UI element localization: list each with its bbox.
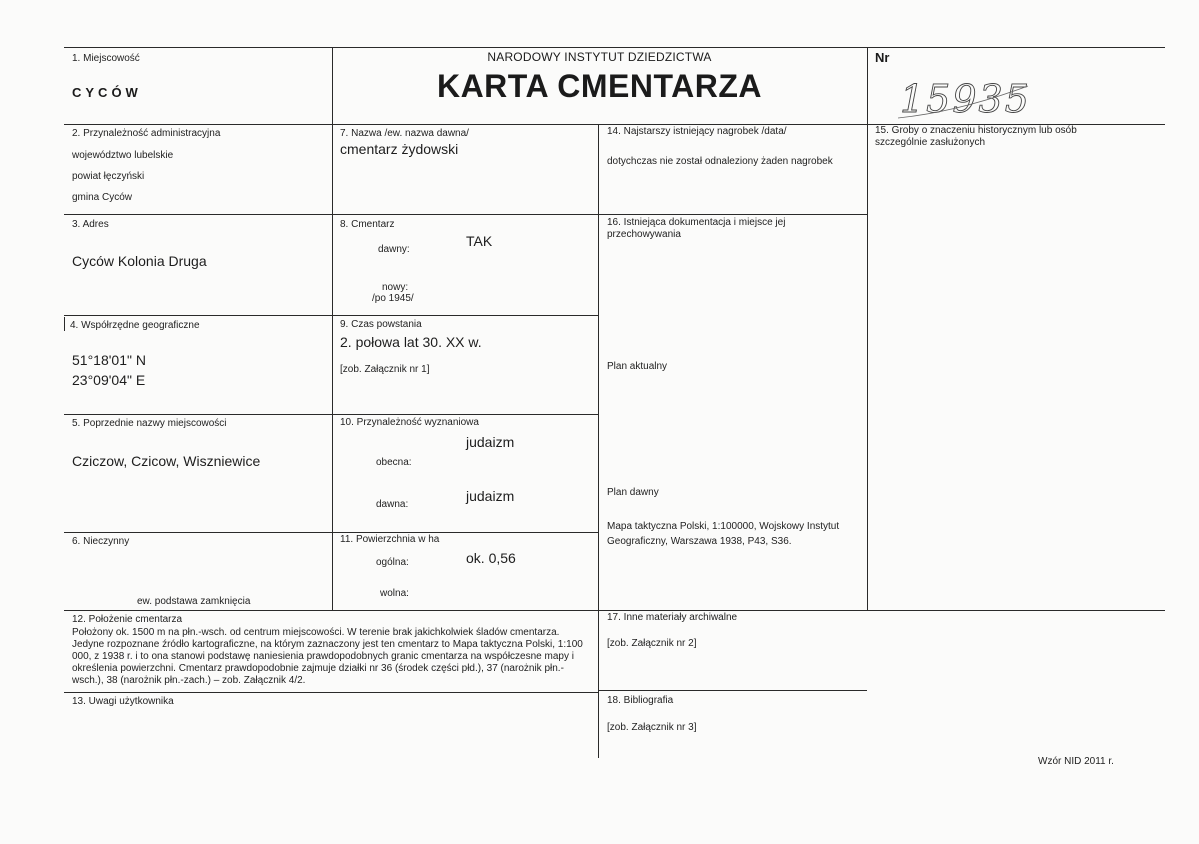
current-label: obecna: bbox=[376, 457, 412, 468]
commune: gmina Cyców bbox=[72, 192, 133, 203]
handwritten-number bbox=[898, 76, 1038, 127]
row-line-b bbox=[64, 315, 598, 316]
row-line-f bbox=[64, 692, 598, 693]
f6-label: 6. Nieczynny bbox=[72, 536, 130, 547]
page-title: KARTA CMENTARZA bbox=[436, 68, 763, 104]
f7-label: 7. Nazwa /ew. nazwa dawna/ bbox=[340, 128, 469, 139]
f14-label: 14. Najstarszy istniejący nagrobek /data/ bbox=[607, 126, 787, 137]
oldest-gravestone: dotychczas nie został odnaleziony żaden nagrobek bbox=[607, 156, 833, 167]
f11-label: 11. Powierzchnia w ha bbox=[340, 534, 440, 545]
total-area-value: ok. 0,56 bbox=[466, 550, 516, 566]
row-line-col3-a bbox=[598, 214, 867, 215]
town-name: CYCÓW bbox=[72, 85, 142, 100]
f12-label: 12. Położenie cmentarza bbox=[72, 614, 183, 625]
row-line-c bbox=[64, 414, 598, 415]
old-value: TAK bbox=[466, 233, 493, 249]
template-version: Wzór NID 2011 r. bbox=[1038, 756, 1114, 767]
new-label: nowy: bbox=[382, 282, 409, 293]
plan-former: Plan dawny bbox=[607, 487, 659, 498]
current-religion: judaizm bbox=[466, 434, 515, 450]
row-line-col2-a bbox=[332, 214, 598, 215]
f10-label: 10. Przynależność wyznaniowa bbox=[340, 417, 479, 428]
f4-label: 4. Współrzędne geograficzne bbox=[70, 320, 200, 331]
location-description: Położony ok. 1500 m na płn.-wsch. od centrum miejscowości. W terenie brak jakichkolwiek śladów cmentarza. Jedyne rozpoznane źródło kartograficzne, na którym zaznaczony jest ten cmentarz to Mapa taktyczna Polski, 1:100 000, z 1938 r. i to ona stanowi podstawę naniesienia prawdopodobnych granic cmentarza na współczesne mapy i określenia powierzchni. Cmentarz prawdopodobnie zajmuje działki nr 36 (środek części płd.), 37 (narożnik płn.-wsch.), 38 (narożnik płn.-zach.) – zob. Załącznik 4/2. bbox=[72, 627, 583, 686]
former-label: dawna: bbox=[376, 499, 409, 510]
f8-label: 8. Cmentarz bbox=[340, 219, 395, 230]
col-line-3 bbox=[867, 47, 868, 610]
f18-label: 18. Bibliografia bbox=[607, 695, 674, 706]
nr-label: Nr bbox=[875, 50, 890, 65]
founding-time: 2. połowa lat 30. XX w. bbox=[340, 334, 482, 350]
former-names: Cziczow, Czicow, Wiszniewice bbox=[72, 453, 261, 469]
col-line-2 bbox=[598, 124, 599, 758]
row-line-col1-a bbox=[64, 214, 332, 215]
row-line-g bbox=[598, 690, 867, 691]
map-source-2: Geograficzny, Warszawa 1938, P43, S36. bbox=[607, 536, 792, 547]
plan-current: Plan aktualny bbox=[607, 361, 668, 372]
free-area-label: wolna: bbox=[380, 588, 409, 599]
f9-note: [zob. Załącznik nr 1] bbox=[340, 364, 430, 375]
f1-label: 1. Miejscowość bbox=[72, 53, 140, 64]
row-line-e bbox=[64, 610, 1165, 611]
top-border bbox=[64, 47, 1165, 48]
total-area-label: ogólna: bbox=[376, 557, 409, 568]
new-sub: /po 1945/ bbox=[372, 293, 414, 304]
f18-note: [zob. Załącznik nr 3] bbox=[607, 722, 697, 733]
f16-label-1: 16. Istniejąca dokumentacja i miejsce jej bbox=[607, 217, 786, 228]
longitude: 23°09'04" E bbox=[72, 372, 146, 388]
row-line-d bbox=[64, 532, 598, 533]
old-label: dawny: bbox=[378, 244, 410, 255]
county: powiat łęczyński bbox=[72, 171, 145, 182]
institute-name: NARODOWY INSTYTUT DZIEDZICTWA bbox=[487, 50, 712, 64]
f15-label-2: szczególnie zasłużonych bbox=[875, 137, 986, 148]
tick-4 bbox=[64, 317, 65, 331]
address: Cyców Kolonia Druga bbox=[72, 253, 207, 269]
svg-text:15935: 15935 bbox=[900, 77, 1031, 121]
col-line-1 bbox=[332, 47, 333, 610]
latitude: 51°18'01" N bbox=[72, 352, 146, 368]
f15-label-1: 15. Groby o znaczeniu historycznym lub osób bbox=[875, 125, 1077, 136]
f5-label: 5. Poprzednie nazwy miejscowości bbox=[72, 418, 227, 429]
f3-label: 3. Adres bbox=[72, 219, 109, 230]
voivodeship: województwo lubelskie bbox=[72, 150, 174, 161]
f17-note: [zob. Załącznik nr 2] bbox=[607, 638, 697, 649]
f17-label: 17. Inne materiały archiwalne bbox=[607, 612, 738, 623]
closure-basis: ew. podstawa zamknięcia bbox=[137, 596, 251, 607]
former-religion: judaizm bbox=[466, 488, 515, 504]
f2-label: 2. Przynależność administracyjna bbox=[72, 128, 221, 139]
f9-label: 9. Czas powstania bbox=[340, 319, 422, 330]
map-source-1: Mapa taktyczna Polski, 1:100000, Wojskowy Instytut bbox=[607, 521, 840, 532]
f13-label: 13. Uwagi użytkownika bbox=[72, 696, 174, 707]
cemetery-name: cmentarz żydowski bbox=[340, 141, 459, 157]
f16-label-2: przechowywania bbox=[607, 229, 681, 240]
